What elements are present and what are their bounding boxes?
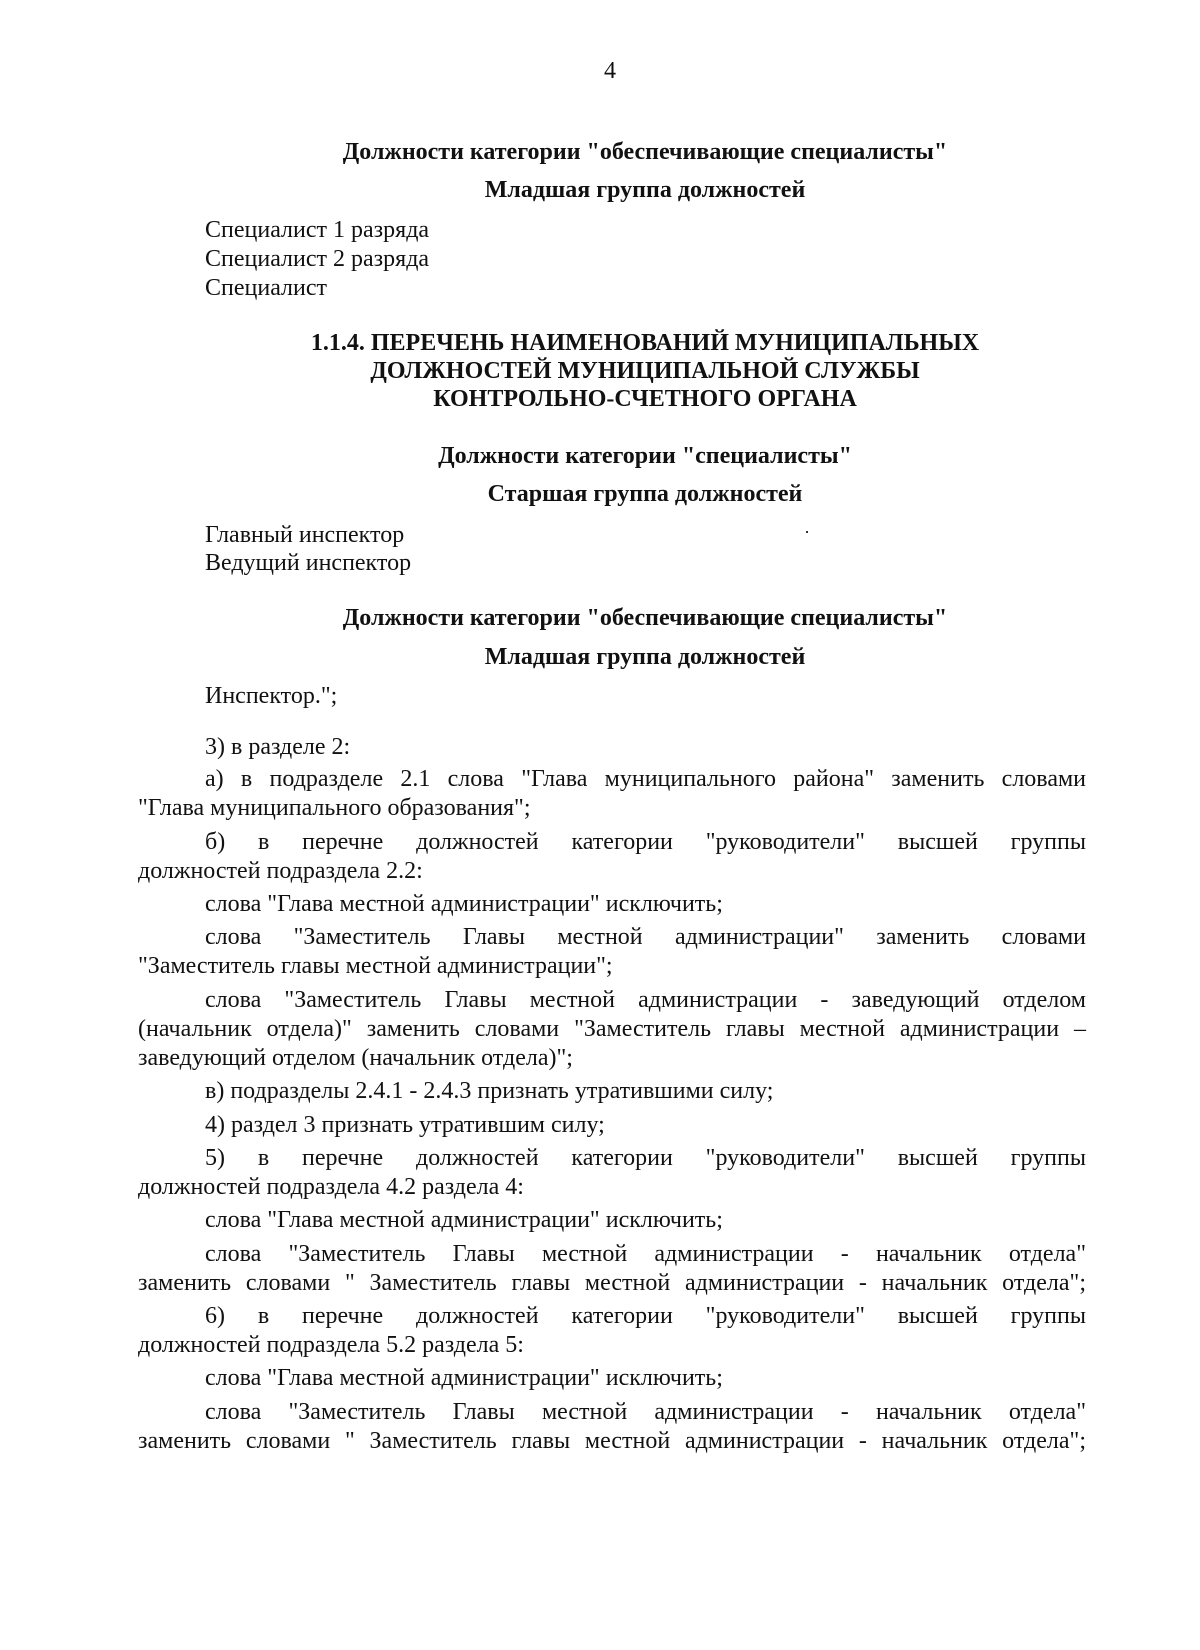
body-line: слова "Заместитель Главы местной администрации" заменить словами	[205, 924, 1086, 950]
body-line: должностей подраздела 4.2 раздела 4:	[138, 1174, 524, 1200]
section-title-line: КОНТРОЛЬНО-СЧЕТНОГО ОРГАНА	[433, 386, 857, 412]
body-line: слова "Заместитель Главы местной администрации - заведующий отделом	[205, 987, 1086, 1013]
body-line: в) подразделы 2.4.1 - 2.4.3 признать утратившими силу;	[205, 1078, 774, 1104]
block1-item: Специалист	[205, 275, 328, 301]
body-line: 5) в перечне должностей категории "руководители" высшей группы	[205, 1145, 1086, 1171]
body-line: 6) в перечне должностей категории "руководители" высшей группы	[205, 1303, 1086, 1329]
body-line: (начальник отдела)" заменить словами "Заместитель главы местной администрации –	[138, 1016, 1086, 1042]
block1-item: Специалист 2 разряда	[205, 246, 430, 272]
body-line: а) в подразделе 2.1 слова "Глава муниципального района" заменить словами	[205, 766, 1086, 792]
body-line: слова "Заместитель Главы местной администрации - начальник отдела"	[205, 1241, 1086, 1267]
section-title-line: ДОЛЖНОСТЕЙ МУНИЦИПАЛЬНОЙ СЛУЖБЫ	[370, 358, 920, 384]
body-line: заведующий отделом (начальник отдела)";	[138, 1045, 573, 1071]
body-line: заменить словами " Заместитель главы местной администрации - начальник отдела";	[138, 1270, 1086, 1296]
block1-item: Специалист 1 разряда	[205, 217, 430, 243]
body-line: заменить словами " Заместитель главы местной администрации - начальник отдела";	[138, 1428, 1086, 1454]
section-title-line: 1.1.4. ПЕРЕЧЕНЬ НАИМЕНОВАНИЙ МУНИЦИПАЛЬНЫХ	[310, 330, 980, 356]
body-line: 4) раздел 3 признать утратившим силу;	[205, 1112, 605, 1138]
body-line: 3) в разделе 2:	[205, 734, 351, 760]
body-line: "Глава муниципального образования";	[138, 795, 531, 821]
body-line: б) в перечне должностей категории "руководители" высшей группы	[205, 829, 1086, 855]
block1-category-heading: Должности категории "обеспечивающие специалисты"	[342, 139, 948, 165]
body-line: слова "Глава местной администрации" исключить;	[205, 1207, 723, 1233]
block1-group-heading: Младшая группа должностей	[484, 177, 806, 203]
block3-item: Инспектор.";	[205, 683, 338, 709]
block3-group-heading: Младшая группа должностей	[484, 644, 806, 670]
body-line: слова "Заместитель Главы местной администрации - начальник отдела"	[205, 1399, 1086, 1425]
block3-category-heading: Должности категории "обеспечивающие специалисты"	[342, 605, 948, 631]
block2-item: Главный инспектор	[205, 522, 405, 548]
body-line: должностей подраздела 5.2 раздела 5:	[138, 1332, 524, 1358]
page-number: 4	[604, 58, 616, 84]
body-line: слова "Глава местной администрации" исключить;	[205, 1365, 723, 1391]
block2-category-heading: Должности категории "специалисты"	[438, 443, 852, 469]
body-line: должностей подраздела 2.2:	[138, 858, 423, 884]
body-line: слова "Глава местной администрации" исключить;	[205, 891, 723, 917]
block2-item: Ведущий инспектор	[205, 550, 412, 576]
block2-group-heading: Старшая группа должностей	[487, 481, 803, 507]
body-line: "Заместитель главы местной администрации";	[138, 953, 613, 979]
scan-speck	[806, 531, 808, 533]
